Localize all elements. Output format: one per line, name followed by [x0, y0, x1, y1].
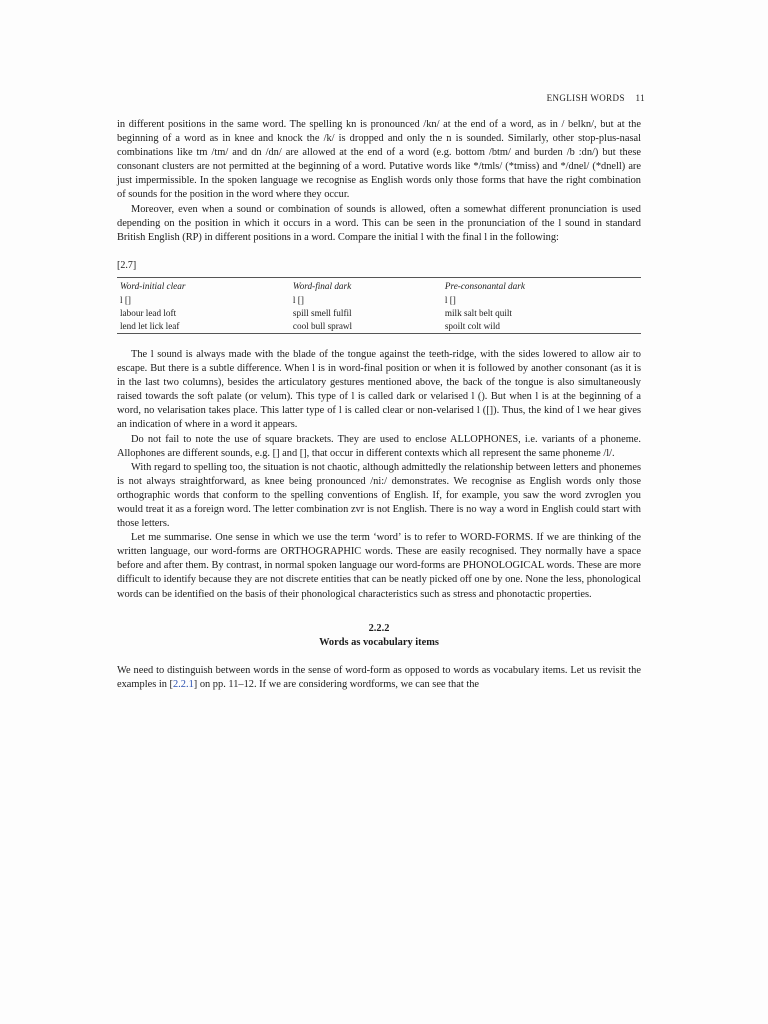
example-table	[117, 277, 641, 334]
table-row	[117, 294, 641, 307]
table-cell: l []	[292, 294, 304, 305]
cross-reference-link[interactable]: 2.2.1	[172, 678, 194, 690]
column-header: Word-final dark	[292, 280, 352, 291]
paragraph-text: ] on pp. 11–12. If we are considering wordforms, we can see that the	[193, 678, 480, 690]
table-row	[117, 307, 641, 320]
paragraph: The l sound is always made with the blade of the tongue against the teeth-ridge, with the sides lowered to allow air to escape. But there is a subtle difference. When l is in word-final position or when it is followed by another consonant (as it is in the last two columns), besides the articulatory gestures mentioned above, the back of the tongue is also simultaneously raised towards the soft palate (or velum). This type of l is called dark or velarised l (). But when l is at the beginning of a word, no velarisation takes place. This latter type of l is called clear or non-velarised l ([]). Thus, the kind of l we hear gives an indication of where in a word it appears.	[117, 348, 641, 431]
table-cell: l []	[120, 294, 131, 305]
example-label: [2.7]	[117, 259, 137, 271]
table-cell: labour lead loft	[120, 307, 177, 318]
running-header	[547, 93, 645, 103]
paragraph: in different positions in the same word. The spelling kn is pronounced /kn/ at the end of a word, as in / belkn/, but at the beginning of a word as in knee and knock the /k/ is dropped and only the n is sounded. Similarly, other stop-plus-nasal combinations like tm /tm/ and dn /dn/ are allowed at the end of a word (e.g. bottom /btm/ and burden /b :dn/) but these consonant clusters are not permitted at the beginning of a word. Putative words like */tmls/ (*tmiss) and */dnel/ (*dnell) are just impermissible. In the spoken language we recognise as English words only those forms that have the right combination of sounds for the position in the word where they occur.	[117, 119, 641, 201]
paragraph: With regard to spelling too, the situation is not chaotic, although admittedly the relationship between letters and phonemes is not always straightforward, as knee being pronounced /ni:/ demonstrates. We recognise as English words only those orthographic words that conform to the spelling conventions of English. If, for example, you saw the word zvroglen you would treat it as a foreign word. The letter combination zvr is not English. There is no way a word in English could start with those letters.	[117, 461, 641, 530]
table-cell: l []	[444, 294, 456, 305]
section-number: 2.2.2	[368, 622, 390, 634]
page-body	[117, 118, 641, 692]
table-cell: spoilt colt wild	[444, 320, 500, 331]
spacer	[117, 334, 641, 348]
page-number: 11	[635, 93, 645, 103]
table-cell: milk salt belt quilt	[444, 307, 512, 318]
paragraph-text: We need to distinguish between words in the sense of word-form as opposed to words as vocabulary items. Let us revisit the examples in [	[117, 664, 641, 690]
table-cell: spill smell fulfil	[292, 307, 352, 318]
column-header: Pre-consonantal dark	[444, 280, 525, 291]
section-title: Words as vocabulary items	[319, 636, 439, 648]
paragraph-final	[117, 664, 641, 692]
column-header: Word-initial clear	[120, 280, 186, 291]
running-title: ENGLISH WORDS	[546, 93, 625, 103]
paragraph: Let me summarise. One sense in which we use the term ‘word’ is to refer to WORD-FORMS. If we are thinking of the written language, our word-forms are ORTHOGRAPHIC words. These are easily recognised. They normally have a space before and after them. By contrast, in normal spoken language our word-forms are PHONOLOGICAL words. These are more difficult to identify because they are not discrete entities that can be neatly picked off one by one. None the less, phonological words can be identified on the basis of their phonological characteristics such as stress and phonotactic properties.	[117, 532, 641, 600]
example-header-row	[117, 277, 641, 294]
paragraph: Moreover, even when a sound or combination of sounds is allowed, often a somewhat different pronunciation is used depending on the position in which it occurs in a word. This can be seen in the pronunciation of the l sound in standard British English (RP) in different positions in a word. Compare the initial l with the final l in the following:	[117, 203, 641, 243]
paragraph: Do not fail to note the use of square brackets. They are used to enclose ALLOPHONES, i.e. variants of a phoneme. Allophones are different sounds, e.g. [] and [], that occur in different contexts which all represent the same phoneme /l/.	[117, 433, 641, 459]
table-cell: cool bull sprawl	[292, 320, 353, 331]
table-row	[117, 320, 641, 334]
table-cell: lend let lick leaf	[120, 320, 180, 331]
